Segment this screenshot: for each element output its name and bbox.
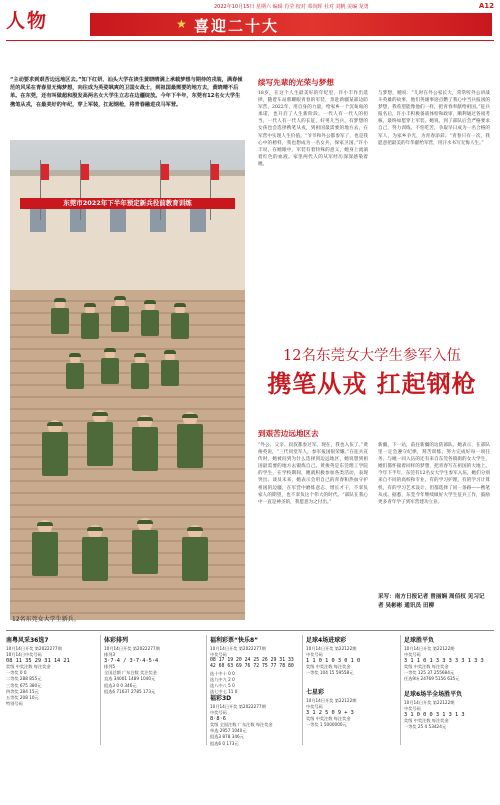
winning-numbers: 1 1 0 1 0 3 0 1 0 bbox=[306, 658, 361, 665]
section-title: 人物 bbox=[6, 10, 49, 32]
training-sign: 东莞市2022年下半年预定新兵役前教育训练 bbox=[20, 198, 235, 209]
window bbox=[70, 206, 86, 232]
winning-numbers: 08 17 19 20 24 25 26 29 31 33 42 60 63 69 76 72 75 77 78 80 bbox=[210, 658, 294, 670]
column-divider bbox=[206, 635, 207, 745]
page-number: A12 bbox=[478, 2, 494, 10]
page-header bbox=[0, 0, 500, 36]
lottery-block: 体彩排列 10月14日开奖 第2022277期 排列3 3·7·4 / 3·7·4·5·4 排列5 全国总额 广东注数 奖注奖金 直选 34001 1489 1040元 组选3 0 0 346元 组选6 71637 2785 173元 bbox=[104, 635, 204, 747]
lottery-block: 福彩3D 10月14日开奖 第2022277期 中奖号码 8·8·6 奖级 全国注数 广东注数 每注奖金 单选 2957 1040元 组选3 878 346元 组选6 0 173元 bbox=[210, 693, 298, 805]
article1-column-a: 18岁，在这个人生最美好的年纪里，许小丰作出选择，随着车站那耀眼青春的军装，奔赴新疆某部边防军营，2022年，用自身的力量，给家乡一个沉甸甸的承诺，也开启了人生新阶段。一代人有一代人的担当，一代人有一代人的长征，好男儿当兵，有梦想的女孩也会选择携笔从戎，到祖国最需要的地方去，在军营中实现人生价值。“爷爷和外公都参军了，也是我心中的榜样，我也想成为一名女兵，保家卫国。”许小丰说，在她眼中，军装有着特殊的意义，她身上流淌着红色的血液。家里两代人的从军经历深深感染着她。 bbox=[258, 91, 368, 167]
lottery-block: 足球4场进球彩 10月14日开奖 第22122期 中奖号码 1 1 0 1 0 3 0 1 0 奖级 中奖注数 每注奖金 一等奖 104 15 59558元 bbox=[306, 635, 396, 747]
star-icon: ★ bbox=[176, 17, 187, 31]
soldier-figure bbox=[130, 415, 160, 475]
banner-title: 喜迎二十大 bbox=[194, 17, 280, 35]
flag-icon bbox=[41, 164, 49, 180]
lottery-block: 足球6场半全场胜平负 10月14日开奖 第22122期 中奖号码 3 1 0 0 0 3 1 3 1 3 奖级 中奖注数 每注奖金 一等奖 25 4 53424元 bbox=[404, 689, 494, 801]
soldier-figure bbox=[100, 350, 120, 390]
lottery-title: 南粤风采36选7 bbox=[6, 637, 49, 644]
lottery-title: 足球6场半全场胜平负 bbox=[404, 691, 463, 698]
lottery-title: 福彩3D bbox=[210, 695, 232, 702]
soldier-figure bbox=[130, 518, 160, 578]
news-photo bbox=[10, 140, 245, 620]
soldier-figure bbox=[180, 525, 210, 585]
lottery-title: 足球4场进球彩 bbox=[306, 637, 347, 644]
article2-heading: 到艰苦边远地区去 bbox=[258, 429, 319, 438]
photo-caption: 12名东莞女大学生新兵。 bbox=[12, 616, 80, 623]
article2-column-c: “外公、父亲、叔叔都参过军，现在，我也入伍了。”黄俊英说，“三代同堂军人，参军报国很荣耀。”在征兵宣传时，她被问到为什么选择到边远地区，她说想到祖国最需要的地方去锻炼自己。黄俊英是东莞理工学院的学生，在学校期间，她就积极参加各类活动，表现突出。谈及未来，她表示会用自己的青春和热血守护祖国的边疆，在军营中磨炼意志、增长才干，不辜负家人的期望，也不辜负这个伟大的时代。“部队在我心中一直是神圣的，我愿意为之付出。” bbox=[258, 443, 368, 505]
banner bbox=[90, 13, 492, 36]
soldier-figure bbox=[175, 412, 205, 472]
byline: 采写：南方日报记者 曾丽娴 周佰权 见习记者 吴彬彬 通讯员 田柳 bbox=[378, 594, 485, 609]
soldier-figure bbox=[80, 305, 100, 345]
soldier-figure bbox=[65, 355, 85, 395]
lottery-block: 七星彩 10月14日开奖 第22122期 中奖号码 3 1 2 5 0 9 + 3 奖级 中奖注数 每注奖金 一等奖 1 5000000元 bbox=[306, 687, 396, 799]
winning-numbers: 3 1 0 0 0 3 1 3 1 3 bbox=[404, 712, 465, 719]
soldier-figure bbox=[40, 420, 70, 480]
article1-heading: 续写先辈的光荣与梦想 bbox=[258, 78, 334, 87]
date-line: 2022年10月15日 星期六 编辑 肖莹 校对 邓尚晖 社对 刘帆 美编 龙勇 bbox=[214, 4, 369, 10]
soldier-figure bbox=[110, 298, 130, 338]
soldier-figure bbox=[30, 520, 60, 580]
column-divider bbox=[400, 635, 401, 745]
lottery-title: 足球胜平负 bbox=[404, 637, 435, 644]
soldier-figure bbox=[50, 300, 70, 340]
soldier-figure bbox=[80, 525, 110, 585]
flag-icon bbox=[161, 164, 169, 180]
soldier-figure bbox=[160, 352, 180, 392]
winning-numbers: 3·7·4 / 3·7·4·5·4 bbox=[104, 658, 159, 665]
lottery-title: 福利彩票“快乐8” bbox=[210, 637, 259, 644]
soldier-figure bbox=[140, 302, 160, 342]
window bbox=[30, 206, 46, 232]
flag-icon bbox=[81, 164, 89, 180]
column-divider bbox=[100, 635, 101, 745]
headline-main: 携笔从戎 扛起钢枪 bbox=[267, 370, 477, 398]
column-divider bbox=[302, 635, 303, 745]
lottery-block: 福利彩票“快乐8” 10月14日开奖 第2022277期 中奖号码 08 17 19 20 24 25 26 29 31 33 42 60 63 69 76 72 75 77 78 80 选十中十 0 0 选九中九 2 0 选八中八 5 0 选七中七 11 0 bbox=[210, 635, 298, 747]
soldier-figure bbox=[85, 410, 115, 470]
lottery-title: 体彩排列 bbox=[104, 637, 129, 644]
winning-numbers: 3 1 2 5 0 9 + 3 bbox=[306, 710, 354, 717]
window bbox=[190, 206, 206, 232]
lottery-results bbox=[6, 630, 494, 748]
soldier-figure bbox=[170, 305, 190, 345]
flag-icon bbox=[211, 164, 219, 180]
lottery-block: 南粤风采36选7 10月14日开奖 第2022277期 10月14日中奖号码 08 11 35 29 31 14 21 奖级 中奖注数 每注奖金 一等奖 0 0 二等奖 288 855元 三等奖 675 380元 四等奖 284 15元 五等奖 208 10元 特别号码 bbox=[6, 635, 98, 747]
lottery-block: 足球胜平负 10月14日开奖 第22122期 中奖号码 3 1 1 0 1 3 3 3 3 3 1 3 3 奖级 中奖注数 每注奖金 一等奖 125 37 255684元 任选9场 24769 5156 635元 bbox=[404, 635, 494, 747]
header-divider bbox=[6, 40, 494, 41]
article1-column-b: 与梦想，她说：“儿时在外公家长大，常常听外公讲战斗英雄的故事，他们英雄事迹点燃了我心中当兵报国的梦想，我希望能像他们一样，把青春奉献给祖国。”征兵报名后，许小丰积极备战体检和政审，顺利通过各项考核，最终如愿穿上军装。她说，到了部队后会严格要求自己，努力训练，不怕吃苦，争取早日成为一名合格的军人，为家乡争光，为青春添彩。“青春只有一次，我愿意把最美的年华献给军营，用汗水书写无悔人生。” bbox=[378, 91, 490, 146]
window bbox=[110, 206, 126, 232]
soldier-figure bbox=[130, 355, 150, 395]
window bbox=[150, 206, 166, 232]
article2-column-d: 新疆，下一站，前往新疆的边防部队。她表示，在部队里一定会遵守纪律，刻苦训练，努力完成好每一项任务。与她一同入伍的还有来自东莞各镇街的女大学生，她们都怀揣着同样的梦想，把青春写在祖国的大地上。今年下半年，东莞有12名女大学生参军入伍，她们分别来自不同的高校和专业，有的学习护理，有的学习计算机，有的学习艺术设计，但都选择了同一条路——携笔从戎。据悉，东莞今年继续做好大学生征兵工作，鼓励更多青年学子到军营建功立业。 bbox=[378, 443, 490, 505]
lede-paragraph: “主动要求到艰苦边远地区去。”知下红妍、汕头大学在读生黄晓晴满上承载梦想与期待的戎装，满春倾范的风采在青春里无悔梦想，向往成为英姿飒爽的卫国女战士，到祖国最需要的地方去，黄晓晴不后单。在东莞，还有叫做超和殷发高两名女大学生立志在边疆绽放。今年下半年，东莞有12名女大学生携笔从戎，在最美好的年纪，穿上军装，扛起钢枪，将青春融进戎马军营。 bbox=[10, 77, 243, 108]
winning-numbers: 08 11 35 29 31 14 21 bbox=[6, 658, 70, 665]
lottery-title: 七星彩 bbox=[306, 689, 325, 696]
winning-numbers: 3 1 1 0 1 3 3 3 3 3 1 3 3 bbox=[404, 658, 484, 665]
headline-sub: 12名东莞女大学生参军入伍 bbox=[283, 348, 461, 364]
winning-numbers: 8·8·6 bbox=[210, 716, 226, 723]
